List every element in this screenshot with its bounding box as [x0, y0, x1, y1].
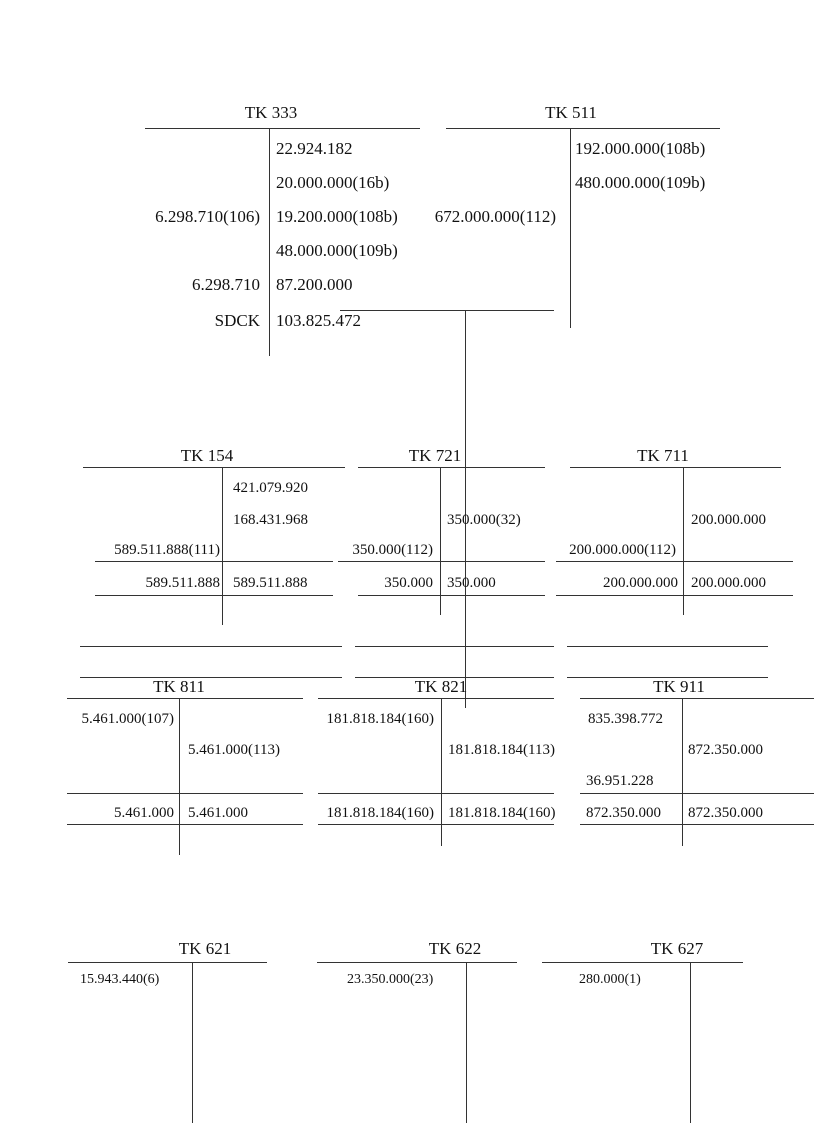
account-title: TK 627 [650, 939, 704, 958]
account-title: TK 511 [545, 103, 597, 122]
closing-balance-label: SDCK [214, 311, 260, 330]
account-title: TK 333 [244, 103, 298, 122]
account-title: TK 811 [153, 677, 205, 696]
account-header-line [318, 698, 554, 699]
credit-entry: 22.924.182 [276, 139, 353, 158]
debit-entry: 589.511.888(111) [114, 542, 220, 558]
credit-total: 87.200.000 [276, 275, 353, 294]
closing-balance: 103.825.472 [276, 311, 361, 330]
account-divider [192, 962, 193, 1123]
credit-entry: 350.000(32) [447, 512, 521, 528]
debit-entry: 200.000.000(112) [569, 542, 676, 558]
debit-total: 350.000 [384, 575, 433, 591]
account-header-line [542, 962, 743, 963]
total-line [556, 595, 793, 596]
total-line [95, 595, 333, 596]
account-divider [683, 467, 684, 615]
account-header-line [68, 962, 267, 963]
debit-entry: 15.943.440(6) [80, 972, 160, 987]
account-title: TK 821 [414, 677, 468, 696]
account-header-line [358, 467, 545, 468]
credit-entry: 480.000.000(109b) [575, 173, 706, 192]
debit-entry: 5.461.000(107) [81, 711, 174, 727]
credit-entry: 20.000.000(16b) [276, 173, 390, 192]
total-line [580, 824, 814, 825]
subtotal-line [338, 561, 545, 562]
credit-total: 200.000.000 [691, 575, 766, 591]
account-title: TK 621 [178, 939, 232, 958]
account-divider [222, 467, 223, 625]
account-header-line [83, 467, 345, 468]
stray-vertical-line [465, 310, 466, 708]
account-header-line [446, 128, 720, 129]
debit-entry: 350.000(112) [352, 542, 433, 558]
credit-total: 350.000 [447, 575, 496, 591]
debit-total: 872.350.000 [586, 805, 661, 821]
account-header-line [580, 698, 814, 699]
debit-total: 200.000.000 [603, 575, 678, 591]
credit-total: 181.818.184(160) [448, 805, 556, 821]
account-divider [269, 128, 270, 356]
debit-entry: 672.000.000(112) [434, 207, 556, 226]
account-header-line [317, 962, 517, 963]
debit-entry: 23.350.000(23) [347, 972, 434, 987]
credit-total: 5.461.000 [188, 805, 248, 821]
credit-entry: 19.200.000(108b) [276, 207, 398, 226]
credit-entry: 168.431.968 [233, 512, 308, 528]
total-line [358, 595, 545, 596]
total-line [67, 824, 303, 825]
stray-line [340, 310, 554, 311]
account-divider [690, 962, 691, 1123]
subtotal-line [67, 793, 303, 794]
account-header-line [67, 698, 303, 699]
account-header-line [145, 128, 420, 129]
subtotal-line [556, 561, 793, 562]
credit-entry: 200.000.000 [691, 512, 766, 528]
credit-entry: 421.079.920 [233, 480, 308, 496]
credit-total: 589.511.888 [233, 575, 308, 591]
account-title: TK 622 [428, 939, 482, 958]
debit-entry: 6.298.710(106) [155, 207, 260, 226]
total-line [318, 824, 554, 825]
separator-line [80, 646, 342, 647]
credit-total: 872.350.000 [688, 805, 763, 821]
subtotal-line [318, 793, 554, 794]
debit-total: 6.298.710 [192, 275, 260, 294]
account-title: TK 711 [637, 446, 689, 465]
debit-entry: 280.000(1) [579, 972, 641, 987]
account-title: TK 721 [408, 446, 462, 465]
debit-entry: 36.951.228 [586, 773, 654, 789]
account-divider [440, 467, 441, 615]
subtotal-line [580, 793, 814, 794]
account-title: TK 154 [180, 446, 234, 465]
debit-entry: 181.818.184(160) [326, 711, 434, 727]
debit-total: 181.818.184(160) [326, 805, 434, 821]
account-divider [179, 698, 180, 855]
account-divider [570, 128, 571, 328]
separator-line [567, 646, 768, 647]
account-divider [466, 962, 467, 1123]
credit-entry: 181.818.184(113) [448, 742, 555, 758]
credit-entry: 5.461.000(113) [188, 742, 280, 758]
account-header-line [570, 467, 781, 468]
subtotal-line [95, 561, 333, 562]
debit-entry: 835.398.772 [588, 711, 663, 727]
credit-entry: 872.350.000 [688, 742, 763, 758]
credit-entry: 192.000.000(108b) [575, 139, 706, 158]
account-title: TK 911 [653, 677, 705, 696]
separator-line [355, 646, 554, 647]
credit-entry: 48.000.000(109b) [276, 241, 398, 260]
debit-total: 5.461.000 [114, 805, 174, 821]
debit-total: 589.511.888 [145, 575, 220, 591]
